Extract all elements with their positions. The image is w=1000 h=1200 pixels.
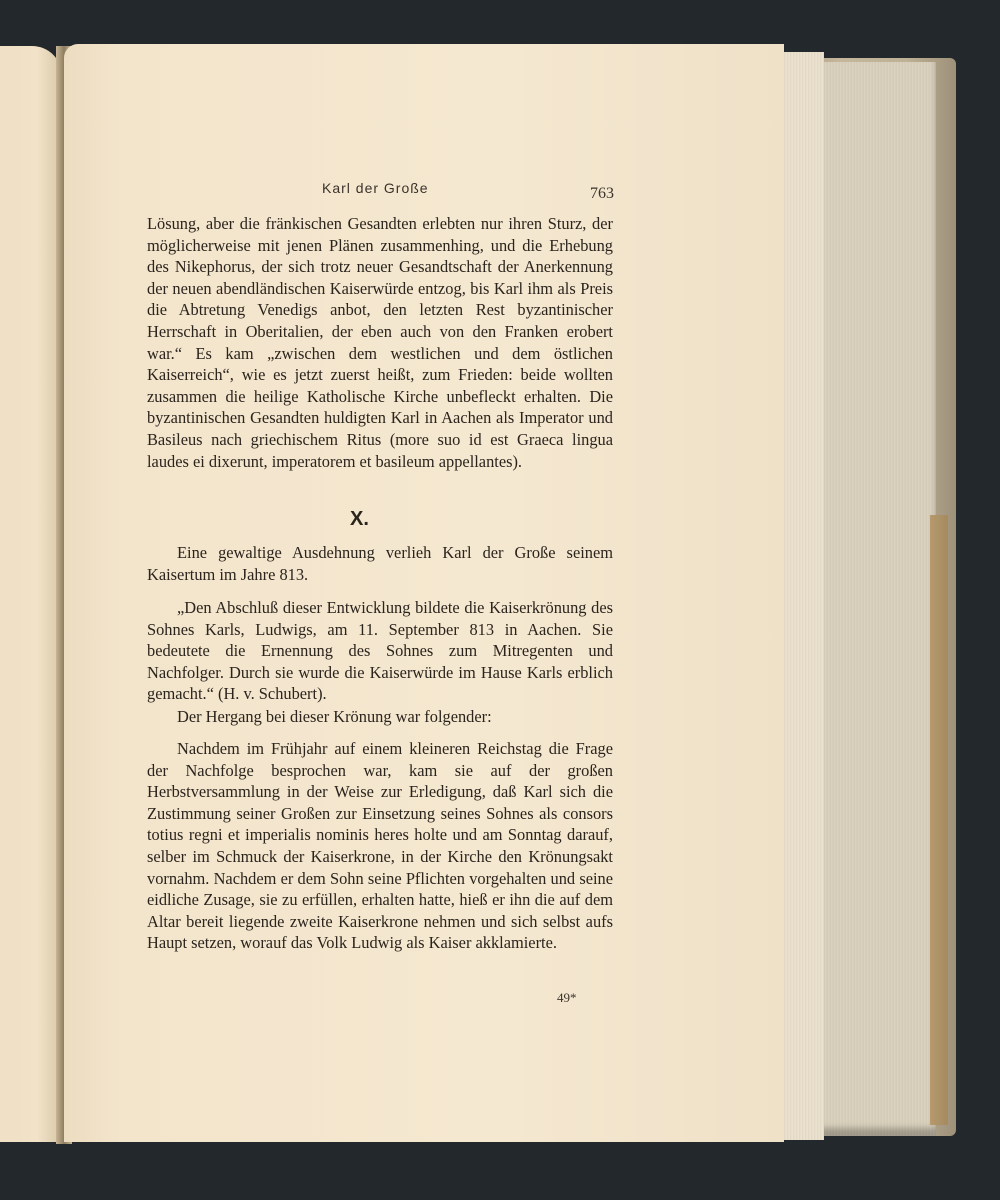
page-stack	[780, 52, 824, 1140]
paragraph: Nachdem im Frühjahr auf einem kleineren Reichstag die Frage der Nachfolge besprochen war, kam sie auf der großen Herbstversammlung in der Weise zur Erledigung, daß Karl sich die Zustimmung seiner Großen zur Einsetzung seines Sohnes als consors totius regni et imperialis nominis heres holte und am Sonntag darauf, selber im Schmuck der Kaiserkrone, in der Kirche den Krönungsakt vornahm. Nachdem er dem Sohn seine Pflichten vorgehalten und seine eidliche Zusage, sie zu erfüllen, erhalten hatte, hieß er ihn die auf dem Altar bereit liegende zweite Kaiserkrone nehmen und sich selbst aufs Haupt setzen, worauf das Volk Ludwig als Kaiser akklamierte.	[147, 739, 613, 953]
paragraph: Eine gewaltige Ausdehnung verlieh Karl der Große seinem Kaisertum im Jahre 813.	[147, 543, 613, 584]
fore-edge-stain	[930, 515, 948, 1125]
page-block-edges	[818, 62, 936, 1136]
page-number: 763	[590, 185, 614, 202]
signature-mark: 49*	[557, 990, 577, 1005]
paragraph: „Den Abschluß dieser Entwicklung bildete die Kaiserkrönung des Sohnes Karls, Ludwigs, am 11. September 813 in Aachen. Sie bedeutete die Ernennung des Sohnes zum Mitregenten und Nachfolger. Durch sie wurde die Kaiserwürde im Hause Karls erblich gemacht.“ (H. v. Schubert).	[147, 598, 613, 704]
paragraph: Der Hergang bei dieser Krönung war folgender:	[177, 707, 492, 726]
section-heading: X.	[350, 508, 369, 530]
left-page	[0, 46, 62, 1142]
paragraph: Lösung, aber die fränkischen Gesandten erlebten nur ihren Sturz, der möglicherweise mit jenen Plänen zusammenhing, und die Erhebung des Nikephorus, der sich trotz neuer Gesandtschaft der Anerkennung der neuen abendländischen Kaiserwürde entzog, bis Karl ihm als Preis die Abtretung Venedigs anbot, den letzten Rest byzantinischer Herrschaft in Oberitalien, der eben auch von den Franken erobert war.“ Es kam „zwischen dem westlichen und dem östlichen Kaiserreich“, wie es jetzt zuerst heißt, zum Frieden: beide wollten zusammen die heilige Katholische Kirche unbefleckt erhalten. Die byzantinischen Gesandten huldigten Karl in Aachen als Imperator und Basileus nach griechischem Ritus (more suo id est Graeca lingua laudes ei dixerunt, imperatorem et basileum appellantes).	[147, 214, 613, 471]
running-head: Karl der Große	[322, 180, 429, 196]
right-page	[64, 44, 784, 1142]
